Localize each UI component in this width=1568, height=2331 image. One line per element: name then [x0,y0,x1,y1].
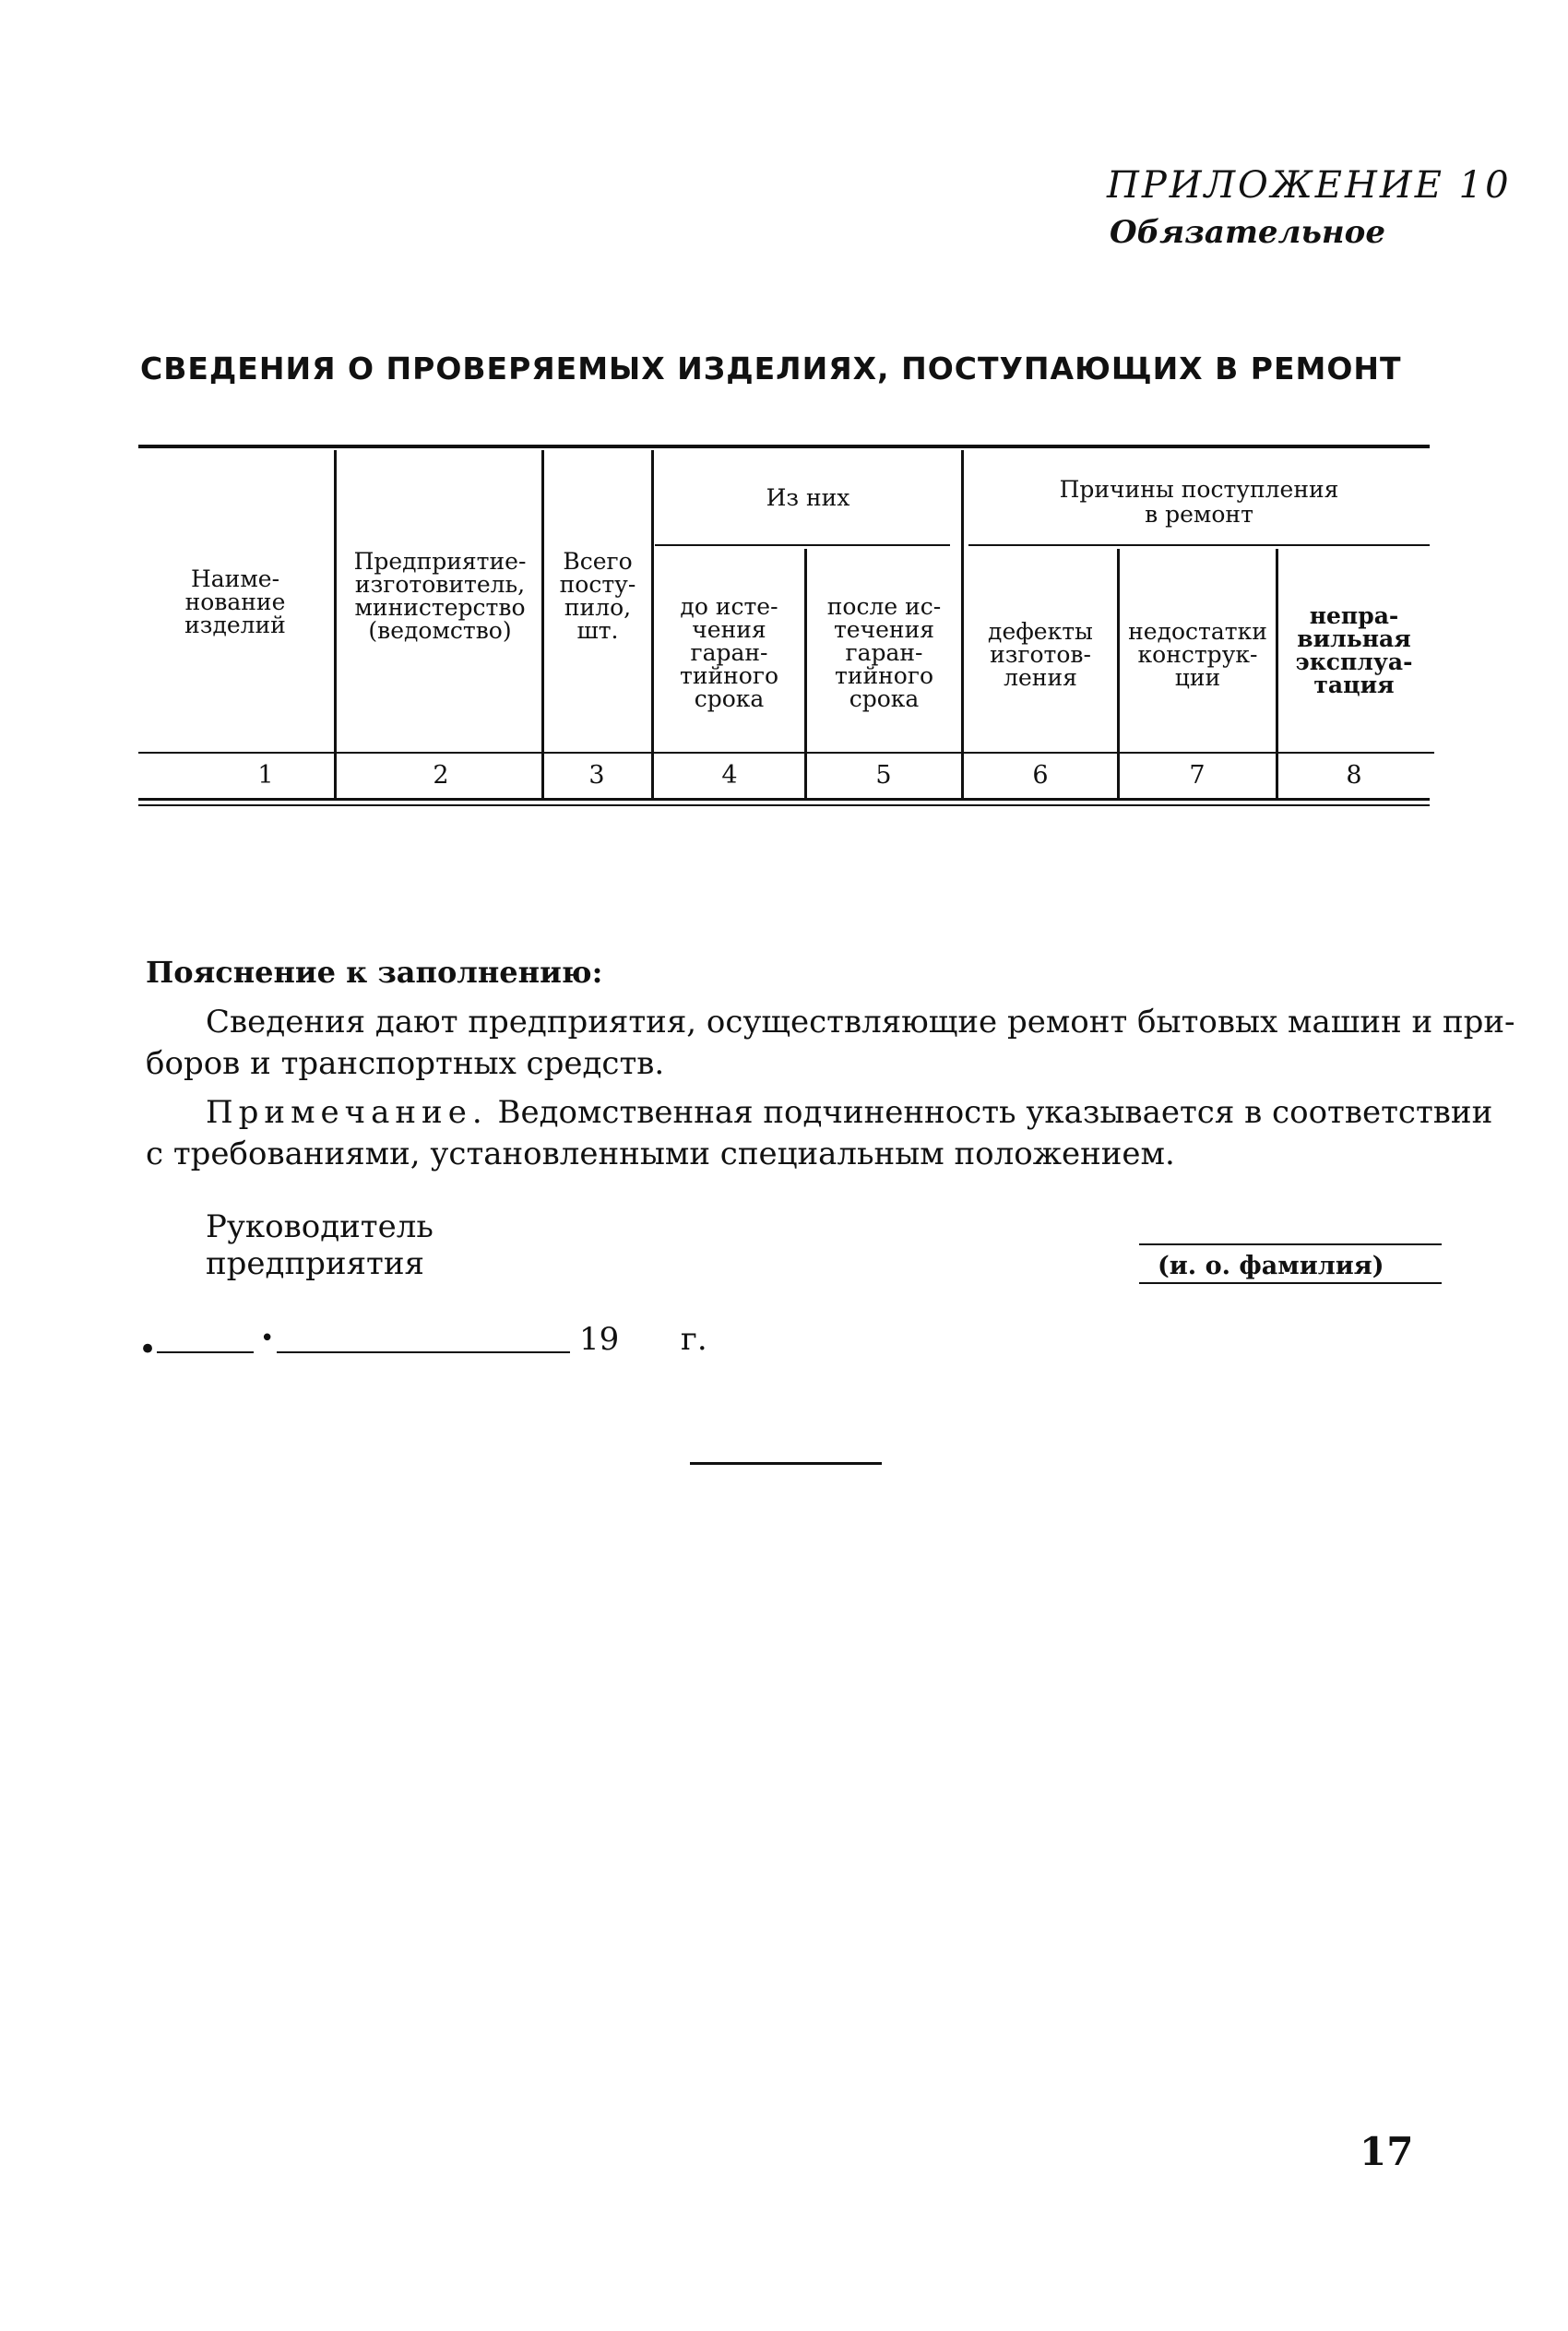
header-line: тийного [679,662,779,689]
notes-paragraph-1-line-1: Сведения дают предприятия, осуществляющие ремонт бытовых машин и при- [206,1004,1515,1041]
header-line: изготовитель, [354,571,526,598]
signature-caption-underline [1139,1282,1442,1284]
signature-line[interactable] [1139,1243,1442,1245]
column-number: 1 [257,761,274,790]
header-line: конструк- [1137,641,1258,668]
group-header-of-them: Из них [766,484,850,511]
table-top-rule [138,445,1430,448]
column-number: 7 [1189,761,1206,790]
signature-role-line-2: предприятия [206,1245,424,1282]
header-line: изделий [184,612,286,638]
column-header-8 [1278,604,1430,696]
header-line: вильная [1297,625,1411,652]
appendix-status: Обязательное [1110,214,1385,251]
group-header-reasons-line1: Причины поступления [1059,476,1339,503]
group-divider-of-them [655,544,950,546]
header-line: Предприятие- [353,548,527,575]
header-line: Всего [563,548,633,575]
column-number: 8 [1346,761,1362,790]
header-line: Наиме- [190,565,280,592]
column-number: 4 [721,761,738,790]
appendix-title: ПРИЛОЖЕНИЕ 10 [1107,164,1512,207]
column-header-5 [807,595,961,710]
notes-paragraph-1-line-2: боров и транспортных средств. [146,1045,665,1082]
header-line: течения [833,616,935,643]
signature-caption: (и. о. фамилия) [1158,1252,1384,1280]
column-header-7 [1120,620,1276,689]
header-line: чения [692,616,766,643]
date-day-field[interactable] [157,1351,254,1353]
column-header-3 [544,550,651,642]
end-separator [690,1462,882,1465]
date-month-field[interactable] [277,1351,570,1353]
note-text: Ведомственная подчиненность указывается в соответствии [487,1094,1493,1131]
signature-role-line-1: Руководитель [206,1208,434,1245]
column-number: 2 [433,761,449,790]
page-number: 17 [1360,2129,1414,2174]
header-line: изготов- [990,641,1091,668]
header-line: непра- [1309,602,1399,629]
date-dot: • [260,1325,275,1352]
header-line: дефекты [988,618,1093,645]
header-line: до исте- [680,593,778,620]
date-year-prefix: 19 [579,1321,620,1358]
header-line: гаран- [690,639,768,666]
header-line: нование [184,589,286,615]
header-line: эксплуа- [1295,648,1413,675]
header-line: ления [1004,664,1077,691]
group-header-reasons-line2: в ремонт [1145,501,1253,528]
header-bottom-rule [138,752,1434,754]
table-bottom-rule-1 [138,798,1430,801]
header-line: срока [849,685,920,712]
header-line: ции [1174,664,1221,691]
column-number: 6 [1032,761,1049,790]
date-year-suffix: г. [681,1321,707,1358]
column-header-4 [654,595,804,710]
notes-paragraph-2-line-2: с требованиями, установленными специальным положением. [146,1136,1175,1172]
header-line: гаран- [845,639,923,666]
header-line: тация [1313,672,1395,698]
header-line: шт. [576,617,619,644]
header-line: срока [694,685,765,712]
notes-heading: Пояснение к заполнению: [146,955,603,990]
date-dot: • [138,1331,158,1368]
column-header-1 [143,567,327,636]
table-bottom-rule-2 [138,804,1430,806]
notes-paragraph-2-line-1 [206,1091,1492,1134]
group-divider-reasons [968,544,1430,546]
header-line: недостатки [1128,618,1267,645]
header-line: посту- [559,571,636,598]
header-line: тийного [834,662,934,689]
header-line: министерство [354,594,526,621]
column-header-2 [339,550,540,642]
column-number: 5 [875,761,892,790]
header-line: пило, [564,594,632,621]
data-table [0,0,1568,830]
column-header-6 [964,620,1117,689]
note-label: Примечание. [206,1094,488,1131]
header-line: (ведомство) [368,617,512,644]
header-line: после ис- [826,593,942,620]
document-title: СВЕДЕНИЯ О ПРОВЕРЯЕМЫХ ИЗДЕЛИЯХ, ПОСТУПАЮЩИХ В РЕМОНТ [140,351,1402,387]
column-number: 3 [588,761,605,790]
col-divider [334,450,337,801]
